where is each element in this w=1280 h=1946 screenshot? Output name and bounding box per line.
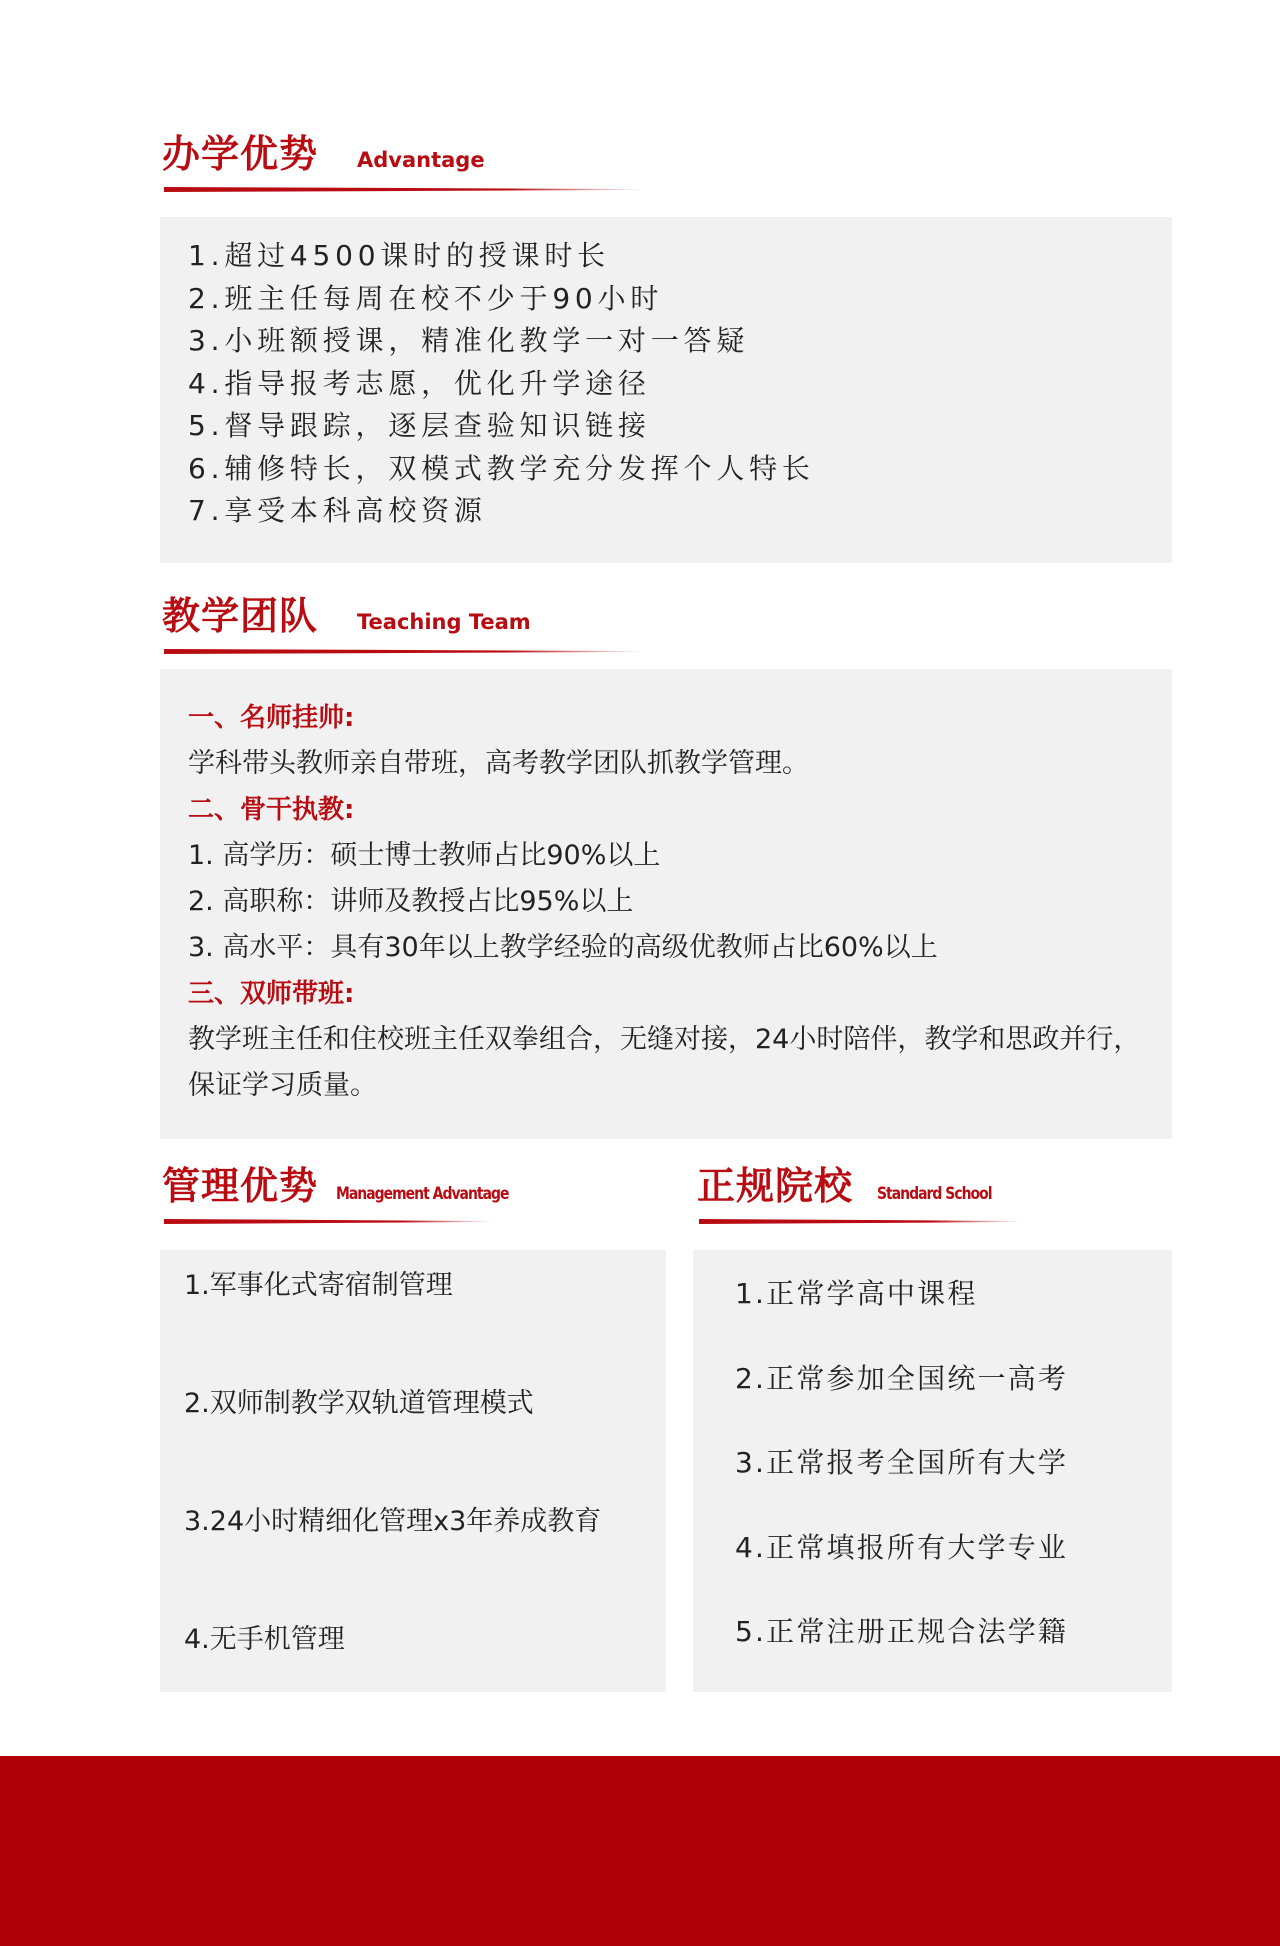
list-item: 4.指导报考志愿，优化升学途径 — [188, 366, 651, 400]
management-panel — [160, 1250, 666, 1692]
list-item: 5.正常注册正规合法学籍 — [735, 1615, 1069, 1648]
advantage-panel — [160, 217, 1172, 563]
team-section3-text: 教学班主任和住校班主任双拳组合，无缝对接，24小时陪伴，教学和思政并行，保证学习质量。 — [188, 1024, 1141, 1101]
management-underline — [164, 1219, 492, 1224]
team-section1-heading: 一、名师挂帅: — [188, 703, 355, 733]
advantage-underline — [164, 187, 642, 192]
list-item: 2.正常参加全国统一高考 — [735, 1361, 1069, 1395]
management-header — [162, 1154, 509, 1224]
list-item: 6.辅修特长，双模式教学充分发挥个人特长 — [188, 451, 815, 485]
list-item: 3.正常报考全国所有大学 — [735, 1446, 1069, 1479]
team-title: 教学团队 — [162, 594, 319, 638]
list-item: 2.班主任每周在校不少于90小时 — [188, 281, 664, 315]
list-item: 2.双师制教学双轨道管理模式 — [184, 1388, 534, 1419]
advantage-title: 办学优势 — [162, 132, 319, 176]
list-item: 1.正常学高中课程 — [735, 1277, 978, 1310]
list-item: 2. 高职称：讲师及教授占比95%以上 — [188, 886, 634, 917]
list-item: 1.军事化式寄宿制管理 — [184, 1270, 453, 1301]
list-item: 3.24小时精细化管理x3年养成教育 — [184, 1506, 602, 1537]
team-panel — [160, 669, 1172, 1139]
team-content — [188, 695, 1148, 1109]
standard-title-en: Standard School — [877, 1184, 992, 1204]
standard-list — [735, 1274, 1068, 1697]
team-section2-heading: 二、骨干执教: — [188, 795, 355, 825]
management-title-en: Management Advantage — [336, 1184, 509, 1204]
list-item: 1.超过4500课时的授课时长 — [188, 239, 610, 272]
standard-header — [697, 1154, 1021, 1224]
advantage-header — [162, 122, 642, 192]
list-item: 4.正常填报所有大学专业 — [735, 1530, 1069, 1564]
management-title: 管理优势 — [162, 1164, 319, 1208]
standard-underline — [699, 1219, 1021, 1224]
team-underline — [164, 649, 642, 654]
team-title-en: Teaching Team — [357, 610, 531, 634]
advantage-list — [188, 235, 815, 533]
management-list — [184, 1266, 601, 1738]
team-header — [162, 584, 642, 654]
list-item: 4.无手机管理 — [184, 1624, 345, 1655]
standard-title: 正规院校 — [697, 1164, 854, 1208]
list-item: 3.小班额授课，精准化教学一对一答疑 — [188, 324, 750, 357]
team-section3-heading: 三、双师带班: — [188, 979, 355, 1009]
team-section1-text: 学科带头教师亲自带班，高考教学团队抓教学管理。 — [188, 748, 809, 779]
list-item: 5.督导跟踪，逐层查验知识链接 — [188, 409, 651, 442]
list-item: 3. 高水平：具有30年以上教学经验的高级优教师占比60%以上 — [188, 932, 938, 963]
list-item: 1. 高学历：硕士博士教师占比90%以上 — [188, 840, 661, 871]
list-item: 7.享受本科高校资源 — [188, 494, 487, 527]
footer-band — [0, 1756, 1280, 1946]
advantage-title-en: Advantage — [357, 148, 485, 172]
standard-panel — [693, 1250, 1172, 1692]
